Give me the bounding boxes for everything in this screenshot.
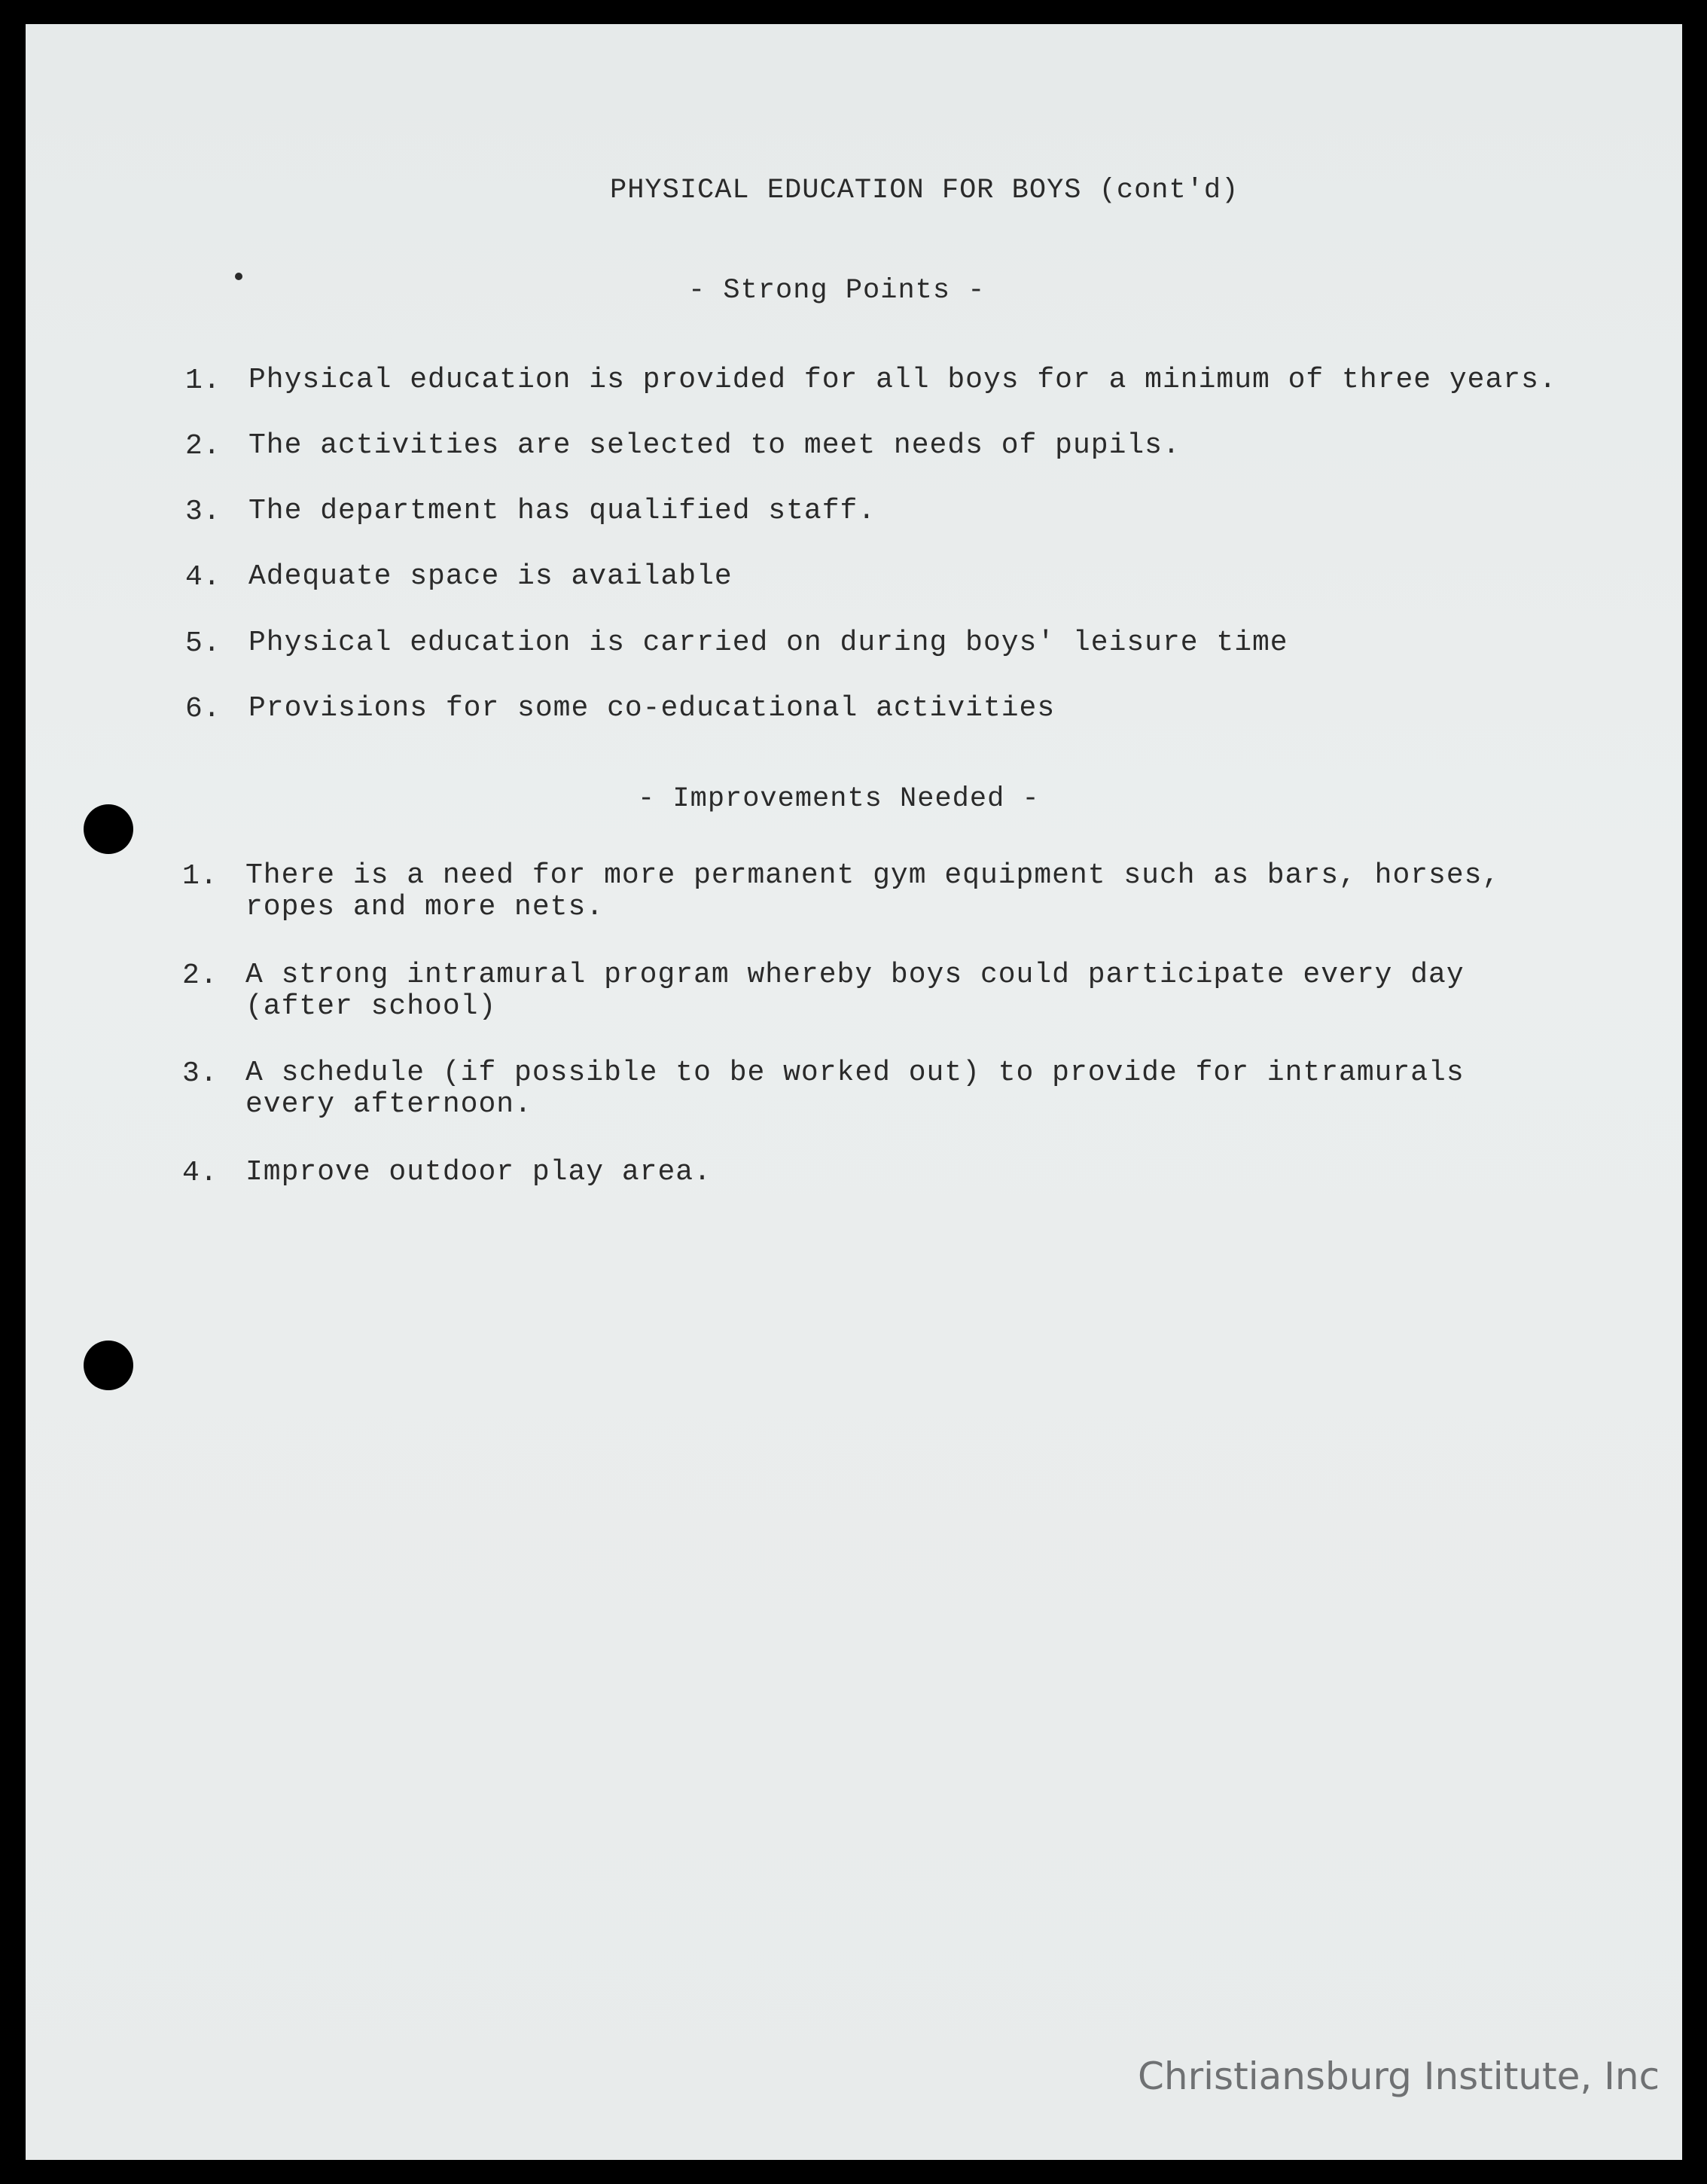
improvement-item — [182, 1157, 712, 1189]
item-text: Adequate space is available — [248, 560, 733, 593]
document-title: PHYSICAL EDUCATION FOR BOYS (cont'd) — [610, 175, 1239, 206]
watermark: Christiansburg Institute, Inc — [1138, 2054, 1660, 2098]
strong-point-item — [185, 430, 1181, 462]
item-number: 4. — [185, 561, 221, 593]
improvement-item — [182, 1057, 1465, 1121]
item-text: Improve outdoor play area. — [245, 1156, 712, 1188]
item-number: 6. — [185, 693, 221, 725]
stray-ink-dot — [235, 273, 242, 280]
document-page — [26, 24, 1682, 2160]
item-text: There is a need for more permanent gym equipment such as bars, horses, ropes and more nets. — [245, 859, 1501, 923]
improvement-item — [182, 860, 1500, 923]
punch-hole — [84, 804, 133, 854]
strong-points-heading: - Strong Points - — [688, 275, 986, 307]
item-number: 3. — [185, 496, 221, 528]
strong-point-item — [185, 627, 1288, 660]
improvement-item — [182, 959, 1465, 1023]
strong-point-item — [185, 496, 876, 528]
item-number: 1. — [182, 860, 218, 892]
item-text: Physical education is provided for all boys for a minimum of three years. — [248, 364, 1557, 396]
strong-point-item — [185, 561, 733, 593]
item-number: 4. — [182, 1157, 218, 1189]
item-text: Physical education is carried on during boys' leisure time — [248, 627, 1288, 659]
strong-point-item — [185, 365, 1557, 397]
item-text: The department has qualified staff. — [248, 495, 876, 527]
improvements-heading: - Improvements Needed - — [638, 783, 1040, 815]
item-number: 1. — [185, 365, 221, 397]
item-text: Provisions for some co-educational activities — [248, 692, 1056, 724]
item-text: The activities are selected to meet needs of pupils. — [248, 429, 1181, 462]
item-number: 2. — [185, 430, 221, 462]
item-number: 2. — [182, 959, 218, 992]
item-text: A schedule (if possible to be worked out) to provide for intramurals every afternoon. — [245, 1057, 1465, 1121]
strong-point-item — [185, 693, 1055, 725]
punch-hole — [84, 1341, 133, 1390]
item-number: 5. — [185, 627, 221, 660]
item-text: A strong intramural program whereby boys could participate every day (after school) — [245, 959, 1465, 1023]
item-number: 3. — [182, 1057, 218, 1090]
